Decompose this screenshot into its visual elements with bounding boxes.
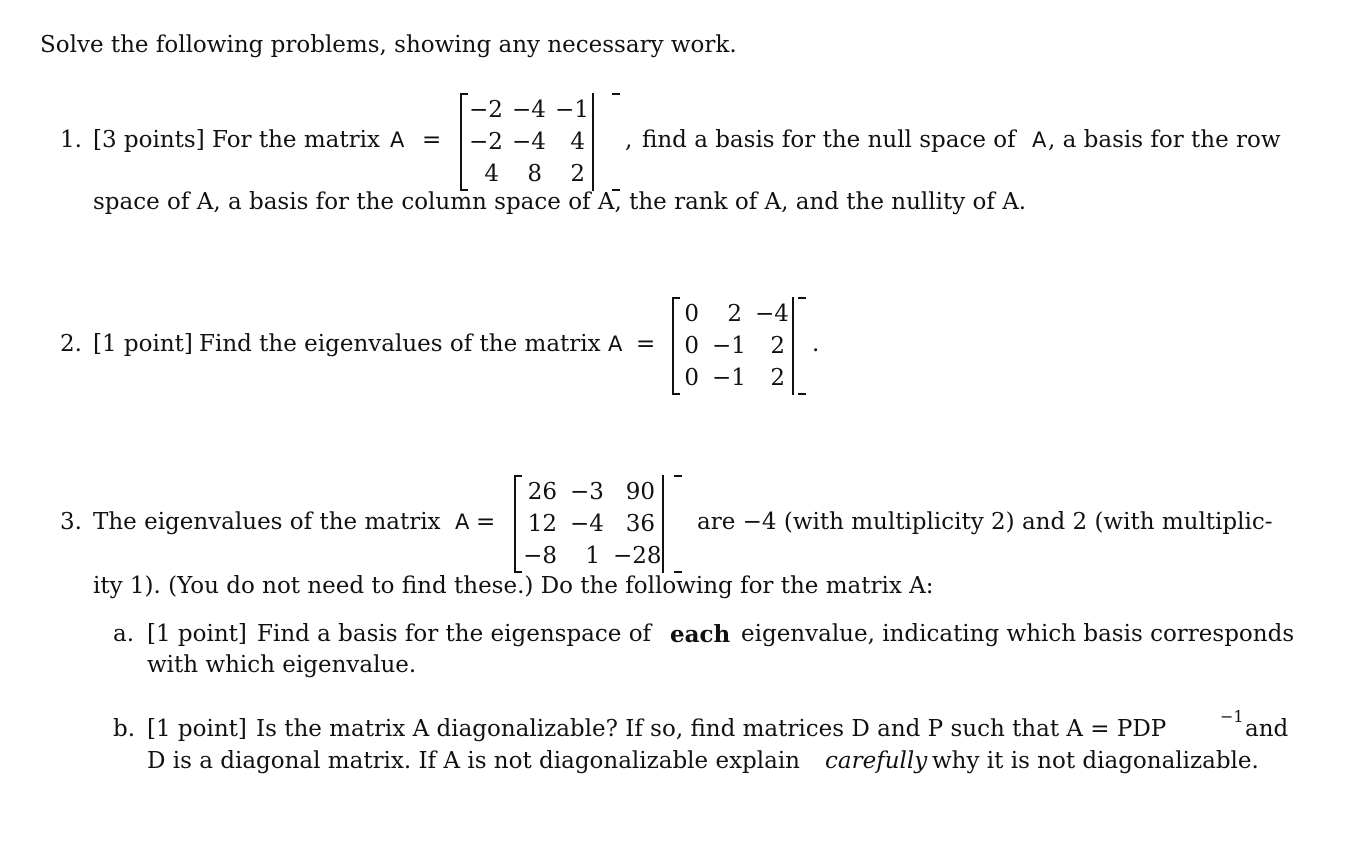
bracket-corner <box>672 297 680 299</box>
part-a-line2: with which eigenvalue. <box>147 652 417 678</box>
matrix-cell: −2 <box>469 129 503 155</box>
part-b-label: b. <box>113 716 136 742</box>
problem-1-var: A <box>390 128 405 152</box>
problem-1-var-2: A <box>1032 128 1047 152</box>
bracket-corner <box>514 475 522 477</box>
problem-2-lead: Find the eigenvalues of the matrix <box>199 331 601 357</box>
part-b-points: [1 point] <box>147 716 247 742</box>
problem-1-number: 1. <box>60 127 82 153</box>
matrix-cell: 4 <box>570 129 585 155</box>
problem-3-after-matrix: are −4 (with multiplicity 2) and 2 (with multiplic- <box>697 509 1273 535</box>
bracket-corner <box>798 393 806 395</box>
matrix-cell: 2 <box>727 301 742 327</box>
part-b-line2-after: why it is not diagonalizable. <box>932 748 1259 774</box>
problem-2-period: . <box>812 331 820 357</box>
problem-3-lead: The eigenvalues of the matrix <box>93 509 441 535</box>
matrix-cell: 8 <box>527 161 542 187</box>
part-b-line2-italic: carefully <box>825 748 928 774</box>
matrix-cell: 2 <box>770 365 785 391</box>
problem-2-number: 2. <box>60 331 82 357</box>
matrix-cell: −1 <box>555 97 589 123</box>
bracket-corner <box>612 93 620 95</box>
matrix-cell: −4 <box>570 511 604 537</box>
problem-2-var: A <box>608 332 623 356</box>
part-b-superscript: −1 <box>1220 707 1244 726</box>
problem-2-points: [1 point] <box>93 331 193 357</box>
instructions: Solve the following problems, showing any necessary work. <box>40 32 737 58</box>
problem-1-comma: , <box>625 127 633 153</box>
part-a-points: [1 point] <box>147 621 247 647</box>
matrix-cell: 26 <box>527 479 557 505</box>
problem-3-number: 3. <box>60 509 82 535</box>
problem-3-line2: ity 1). (You do not need to find these.) Do the following for the matrix A: <box>93 573 934 599</box>
problem-1-matrix <box>460 93 594 191</box>
matrix-cell: −3 <box>570 479 604 505</box>
part-a-bold: each <box>670 621 731 648</box>
matrix-cell: −8 <box>523 543 557 569</box>
matrix-cell: 36 <box>625 511 655 537</box>
bracket-corner <box>672 393 680 395</box>
part-b-text1: Is the matrix A diagonalizable? If so, find matrices D and P such that A = PDP <box>256 716 1167 742</box>
matrix-cell: 2 <box>770 333 785 359</box>
matrix-cell: −1 <box>712 333 746 359</box>
problem-3-var: A <box>455 510 470 534</box>
matrix-cell: 2 <box>570 161 585 187</box>
matrix-cell: 4 <box>484 161 499 187</box>
part-a-text-before: Find a basis for the eigenspace of <box>257 621 652 647</box>
problem-2-matrix <box>672 297 794 395</box>
matrix-cell: −2 <box>469 97 503 123</box>
problem-1-after-var: , a basis for the row <box>1048 127 1281 153</box>
problem-1-lead: For the matrix <box>212 127 380 153</box>
part-a-label: a. <box>113 621 135 647</box>
problem-3-eq: = <box>476 509 496 535</box>
problem-2-eq: = <box>636 331 656 357</box>
bracket-corner <box>798 297 806 299</box>
matrix-cell: −28 <box>613 543 662 569</box>
matrix-cell: 12 <box>527 511 557 537</box>
problem-3-matrix <box>514 475 664 573</box>
matrix-cell: 1 <box>585 543 600 569</box>
bracket-corner <box>460 93 468 95</box>
matrix-cell: 0 <box>684 333 699 359</box>
matrix-cell: −1 <box>712 365 746 391</box>
matrix-cell: 0 <box>684 301 699 327</box>
problem-1-points: [3 points] <box>93 127 205 153</box>
part-b-line2-before: D is a diagonal matrix. If A is not diagonalizable explain <box>147 748 800 774</box>
problem-1-after-matrix: find a basis for the null space of <box>642 127 1016 153</box>
matrix-cell: −4 <box>512 97 546 123</box>
part-b-text1-end: and <box>1245 716 1289 742</box>
problem-1-line2: space of A, a basis for the column space of A, the rank of A, and the nullity of A. <box>93 189 1027 215</box>
matrix-cell: 0 <box>684 365 699 391</box>
part-a-text-after: eigenvalue, indicating which basis corresponds <box>741 621 1295 647</box>
problem-1-eq: = <box>422 127 442 153</box>
matrix-cell: −4 <box>755 301 789 327</box>
matrix-cell: 90 <box>625 479 655 505</box>
matrix-cell: −4 <box>512 129 546 155</box>
bracket-corner <box>674 475 682 477</box>
